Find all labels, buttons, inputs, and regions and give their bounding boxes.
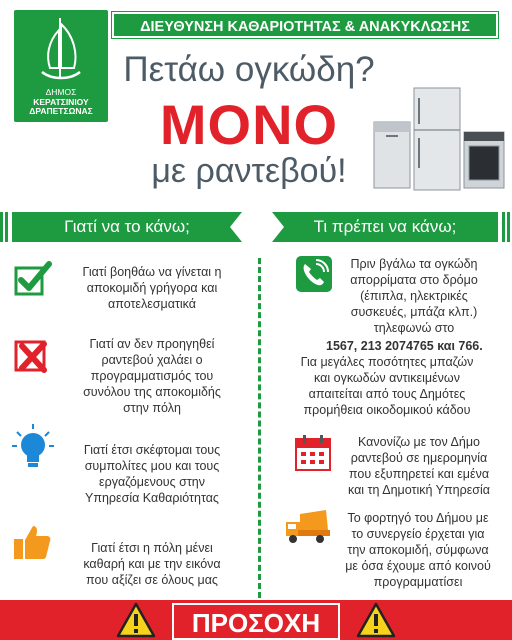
lightbulb-icon	[12, 424, 54, 468]
banner-notch	[272, 212, 284, 242]
headline-question: Πετάω ογκώδη?	[123, 50, 375, 89]
what-item-3: Το φορτηγό του Δήμου με το συνεργείο έρχεται για την αποκομιδή, σύμφωνα με όσα έχουμε από κοινού προγραμματίσει	[345, 511, 491, 589]
logo-line-3: ΔΡΑΠΕΤΣΩΝΑΣ	[29, 106, 93, 116]
why-item-4: Γιατί έτσι η πόλη μένει καθαρή και με την εικόνα που αξίζει σε όλους μας	[83, 541, 221, 587]
why-item-2: Γιατί αν δεν προηγηθεί ραντεβού χαλάει ο προγραμματισμός του συνόλου της αποκομιδής στην πόλη	[83, 337, 221, 415]
why-item-1: Γιατί βοηθάω να γίνεται η αποκομιδή γρήγορα και αποτελεσματικά	[82, 265, 222, 311]
what-item-1-note: Για μεγάλες ποσότητες μπαζών και ογκωδών αντικειμένων απαιτείται από τους Δημότες προμήθεια οικοδομικού κάδου	[300, 355, 474, 417]
municipality-logo	[14, 10, 108, 122]
banner-notch	[230, 212, 242, 242]
what-item-1: Πριν βγάλω τα ογκώδη απορρίματα στο δρόμο (έπιπλα, ηλεκτρικές συσκευές, μπάζα κλπ.) τηλεφωνώ στο	[350, 257, 478, 335]
why-item-3: Γιατί έτσι σκέφτομαι τους συμπολίτες μου και τους εργαζόμενους στην Υπηρεσία Καθαριότητας	[83, 443, 221, 505]
logo-line-2: ΚΕΡΑΤΣΙΝΙΟΥ	[33, 96, 89, 107]
truck-icon	[284, 508, 334, 548]
attention-label: ΠΡΟΣΟΧΗ	[172, 603, 340, 640]
column-divider	[258, 258, 261, 598]
dishwasher-icon	[374, 122, 410, 188]
headline-only: ΜΟΝΟ	[159, 93, 339, 156]
what-item-2: Κανονίζω με τον Δήμο ραντεβού σε ημερομηνία που εξυπηρετεί και εμένα και τη Δημοτική Υπηρεσία	[347, 435, 490, 497]
decorative-stripes-left	[0, 212, 12, 242]
warning-triangle-icon	[116, 602, 156, 638]
appliances-illustration	[372, 84, 506, 196]
refrigerator-icon	[414, 88, 460, 190]
phone-numbers: 1567, 213 2074765 και 766.	[326, 339, 483, 353]
checkmark-icon	[14, 260, 52, 298]
logo-line-1: ΔΗΜΟΣ	[45, 87, 77, 97]
what-to-do-section-header: Τι πρέπει να κάνω;	[272, 212, 498, 242]
thumbs-up-icon	[12, 522, 52, 562]
department-banner: ΔΙΕΥΘΥΝΣΗ ΚΑΘΑΡΙΟΤΗΤΑΣ & ΑΝΑΚΥΚΛΩΣΗΣ	[112, 12, 498, 38]
ship-emblem-icon	[38, 16, 84, 86]
calendar-icon	[294, 434, 332, 472]
x-mark-icon	[14, 336, 52, 374]
headline-appointment: με ραντεβού!	[151, 152, 347, 190]
warning-triangle-icon	[356, 602, 396, 638]
why-section-header: Γιατί να το κάνω;	[12, 212, 242, 242]
oven-icon	[464, 132, 504, 188]
decorative-stripes-right	[498, 212, 512, 242]
